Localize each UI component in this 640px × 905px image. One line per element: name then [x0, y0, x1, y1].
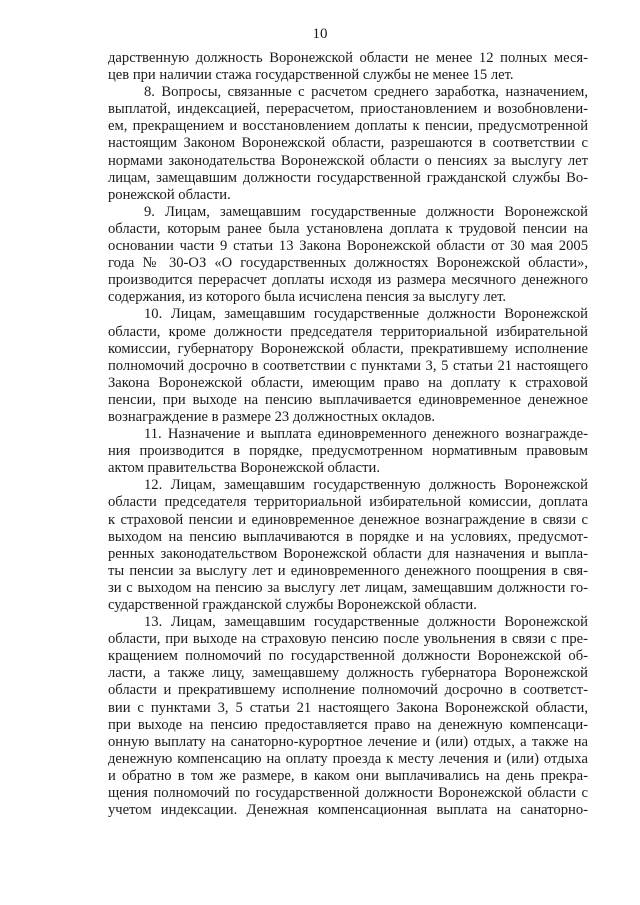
text-line: 11. Назначение и выплата единовременного денежного вознагражде- [144, 426, 588, 443]
text-line: актом правительства Воронежской области. [108, 460, 380, 477]
text-line: лицам, замещавшим должности государственной гражданской службы Во- [108, 169, 588, 186]
text-line: области, при выходе на страховую пенсию после увольнения в связи с пре- [108, 631, 588, 648]
text-line: и обратно в том же размере, в каком они выплачивались на день прекра- [108, 767, 588, 784]
paragraph-p13 [108, 614, 588, 819]
text-line: 10. Лицам, замещавшим государственные должности Воронежской [144, 306, 588, 323]
text-line: области, кроме должности председателя территориальной избирательной [108, 323, 588, 340]
text-line: ренных законодательством Воронежской области для назначения и выпла- [108, 545, 588, 562]
text-line: 12. Лицам, замещавшим государственную должность Воронежской [144, 477, 588, 494]
text-line: Закона Воронежской области, имеющим право на доплату к страховой [108, 374, 588, 391]
text-line: 13. Лицам, замещавшим государственные должности Воронежской [144, 614, 588, 631]
text-line: сударственной гражданской службы Воронежской области. [108, 597, 477, 613]
text-line: ния производится в порядке, предусмотренном нормативным правовым [108, 443, 588, 460]
paragraph-p7-cont [108, 50, 588, 84]
text-line: 9. Лицам, замещавшим государственные должности Воронежской [144, 203, 588, 220]
text-line: цев при наличии стажа государственной службы не менее 15 лет. [108, 67, 514, 84]
text-line: комиссии, губернатору Воронежской области, прекратившему исполнение [108, 340, 588, 357]
text-line: щения полномочий по государственной должности Воронежской области с [108, 785, 588, 802]
text-line: основании части 9 статьи 13 Закона Воронежской области от 30 мая 2005 [108, 238, 588, 255]
text-line: области и прекратившему исполнение полномочий досрочно в соответст- [108, 682, 588, 699]
text-line: ем, прекращением и восстановлением доплаты к пенсии, предусмотренной [108, 118, 588, 135]
text-line: настоящим Законом Воронежской области, разрешаются в соответствии с [108, 135, 588, 152]
paragraph-p12 [108, 477, 588, 614]
text-line: ты пенсии за выслугу лет и единовременного денежного поощрения в свя- [108, 562, 588, 579]
text-line: кращением полномочий по государственной должности Воронежской об- [108, 648, 588, 665]
paragraph-p8 [108, 84, 588, 204]
document-body [108, 50, 588, 819]
text-line: при выходе на пенсию предоставляется право на денежную компенсаци- [108, 716, 588, 733]
text-line: зи с выходом на пенсию за выслугу лет лицам, замещавшим должности го- [108, 579, 588, 596]
text-line: производится перерасчет доплаты исходя из размера месячного денежного [108, 272, 588, 289]
text-line: онную выплату на санаторно-курортное лечение и (или) отдых, а также на [108, 733, 588, 750]
paragraph-p10 [108, 306, 588, 426]
text-line: ронежской области. [108, 186, 231, 203]
text-line: ласти, а также лицу, замещавшему должность губернатора Воронежской [108, 665, 588, 682]
text-line: дарственную должность Воронежской области не менее 12 полных меся- [108, 50, 588, 66]
text-line: области, которым ранее была установлена доплата к трудовой пенсии на [108, 220, 588, 237]
text-line: полномочий досрочно в соответствии с пунктами 3, 5 статьи 21 настоящего [108, 357, 588, 374]
text-line: пенсии, при выходе на пенсию выплачивается единовременное денежное [108, 391, 588, 408]
text-line: учетом индексации. Денежная компенсационная выплата на санаторно- [108, 802, 588, 819]
text-line: года № 30-ОЗ «О государственных должностях Воронежской области», [108, 255, 588, 272]
page-number: 10 [312, 26, 328, 42]
text-line: вии с пунктами 3, 5 статьи 21 настоящего Закона Воронежской области, [108, 699, 588, 716]
text-line: денежную компенсацию на оплату проезда к месту лечения и (или) отдыха [108, 750, 588, 767]
text-line: к страховой пенсии и единовременное денежное вознаграждение в связи с [108, 511, 588, 528]
paragraph-p9 [108, 204, 588, 307]
paragraph-p11 [108, 426, 588, 477]
text-line: области председателя территориальной избирательной комиссии, доплата [108, 494, 588, 511]
text-line: 8. Вопросы, связанные с расчетом среднего заработка, назначением, [144, 84, 588, 101]
text-line: вознаграждение в размере 23 должностных окладов. [108, 408, 436, 425]
text-line: выходом на пенсию выплачиваются в порядке и на условиях, предусмот- [108, 528, 588, 545]
text-line: содержания, из которого была исчислена пенсия за выслугу лет. [108, 289, 507, 306]
text-line: нормами законодательства Воронежской области о пенсиях за выслугу лет [108, 152, 588, 169]
text-line: выплатой, индексацией, перерасчетом, приостановлением и возобновлени- [108, 101, 588, 118]
